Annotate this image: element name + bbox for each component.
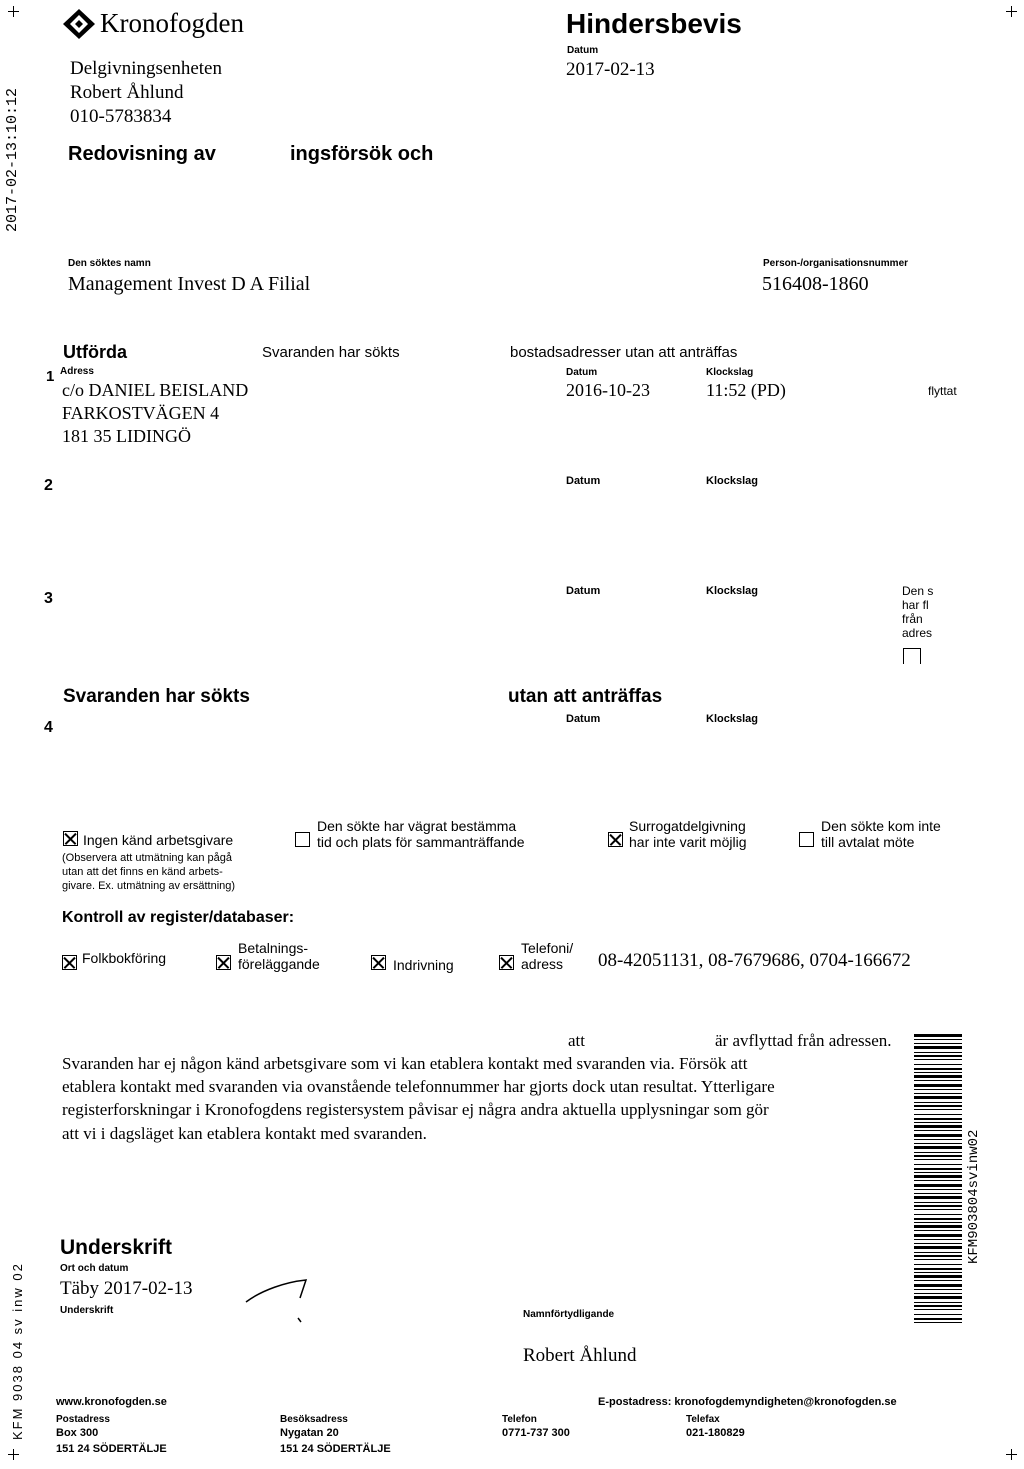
- row1-time-label: Klockslag: [706, 367, 754, 378]
- orgnr-label: Person-/organisationsnummer: [763, 258, 909, 269]
- margin-scan-code: 2017-02-13:10:12: [4, 87, 21, 232]
- barcode-bar: [914, 1193, 962, 1194]
- refused-meeting-checkbox[interactable]: [295, 832, 310, 847]
- telefoni-label-1: Telefoni/: [521, 940, 574, 956]
- remarks-word-1: att: [568, 1031, 585, 1050]
- row3-number: 3: [44, 590, 53, 607]
- telefoni-label-2: adress: [521, 956, 564, 972]
- barcode-bar: [914, 1202, 962, 1203]
- row3-note-1: Den s: [902, 584, 934, 598]
- footer-visit-label: Besöksadress: [280, 1414, 348, 1425]
- row1-address-line1: c/o DANIEL BEISLAND: [62, 380, 249, 400]
- clarified-name: Robert Åhlund: [523, 1345, 637, 1366]
- footer-postal-1: Box 300: [56, 1427, 99, 1439]
- barcode-bar: [914, 1289, 962, 1290]
- barcode-bar: [914, 1230, 962, 1231]
- barcode-bar: [914, 1180, 962, 1181]
- barcode-bar: [914, 1052, 962, 1053]
- barcode-bar: [914, 1152, 962, 1153]
- contact-phone: 010-5783834: [70, 106, 172, 127]
- barcode-bar: [914, 1089, 962, 1090]
- barcode-bar: [914, 1222, 962, 1223]
- row2-number: 2: [44, 477, 53, 494]
- barcode-bar: [914, 1105, 962, 1107]
- barcode-bar: [914, 1172, 962, 1173]
- barcode-bar: [914, 1039, 962, 1040]
- barcode-bar: [914, 1143, 962, 1144]
- signature-heading: Underskrift: [60, 1236, 173, 1259]
- barcode-bar: [914, 1189, 962, 1190]
- remarks-line-2: Svaranden har ej någon känd arbetsgivare som vi kan etablera kontakt med svaranden via. Försök att: [62, 1054, 748, 1073]
- remarks-line-3: etablera kontakt med svaranden via ovanstående telefonnummer har gjorts dock utan resultat. Ytterligare: [62, 1077, 775, 1096]
- remarks-line-5: att vi i dagsläget kan etablera kontakt med svaranden.: [62, 1124, 427, 1143]
- barcode-bar: [914, 1268, 962, 1270]
- phone-numbers: 08-42051131, 08-7679686, 0704-166672: [598, 950, 911, 971]
- subtitle-part-1: Redovisning av: [68, 143, 216, 165]
- barcode-bar: [914, 1072, 962, 1073]
- betalningsforelaggande-label-2: föreläggande: [238, 956, 320, 972]
- barcode-bar: [914, 1259, 962, 1260]
- kronofogden-logo-icon: [62, 8, 96, 40]
- barcode-bar: [914, 1252, 962, 1253]
- barcode-bar: [914, 1264, 962, 1265]
- barcode-bar: [914, 1280, 962, 1281]
- barcode-bar: [914, 1034, 962, 1037]
- refused-meeting-label-1: Den sökte har vägrat bestämma: [317, 818, 517, 834]
- footer-tel-label: Telefon: [502, 1414, 537, 1425]
- signature-label: Underskrift: [60, 1305, 114, 1316]
- barcode-bar: [914, 1205, 962, 1207]
- barcode-bar: [914, 1134, 962, 1137]
- barcode-bar: [914, 1209, 962, 1210]
- barcode-bar: [914, 1096, 962, 1099]
- barcode-bar: [914, 1055, 962, 1057]
- barcode-bar: [914, 1159, 962, 1160]
- missed-meeting-label-2: till avtalat möte: [821, 834, 915, 850]
- name-clarification-label: Namnförtydligande: [523, 1309, 615, 1320]
- barcode-bar: [914, 1305, 962, 1307]
- crop-mark-bottom-left: [8, 1449, 19, 1460]
- barcode-bar: [914, 1272, 962, 1273]
- barcode-bar: [914, 1130, 962, 1131]
- missed-meeting-label-1: Den sökte kom inte: [821, 818, 941, 834]
- barcode: [914, 1034, 962, 1326]
- footer-web: www.kronofogden.se: [56, 1396, 167, 1408]
- barcode-bar: [914, 1164, 962, 1165]
- barcode-bar: [914, 1318, 962, 1320]
- section1-heading-b: Svaranden har sökts: [262, 344, 400, 361]
- barcode-bar: [914, 1080, 962, 1081]
- party-orgnr: 516408-1860: [762, 273, 869, 295]
- row3-moved-checkbox[interactable]: [903, 648, 921, 664]
- crop-mark-top-right: [1006, 6, 1017, 17]
- barcode-bar: [914, 1122, 962, 1123]
- barcode-bar: [914, 1218, 962, 1220]
- barcode-bar: [914, 1093, 962, 1094]
- betalningsforelaggande-label-1: Betalnings-: [238, 940, 309, 956]
- indrivning-label: Indrivning: [393, 957, 454, 973]
- row3-note-2: har fl: [902, 598, 929, 612]
- footer-postal-2: 151 24 SÖDERTÄLJE: [56, 1443, 167, 1455]
- barcode-bar: [914, 1114, 962, 1115]
- barcode-bar: [914, 1059, 962, 1060]
- contact-person: Robert Åhlund: [70, 82, 184, 103]
- barcode-bar: [914, 1234, 962, 1237]
- row4-time-label: Klockslag: [706, 713, 758, 725]
- barcode-bar: [914, 1109, 962, 1110]
- barcode-bar: [914, 1175, 962, 1178]
- row1-date: 2016-10-23: [566, 380, 650, 400]
- barcode-bar: [914, 1118, 962, 1120]
- barcode-bar: [914, 1322, 962, 1323]
- telefoni-checkbox[interactable]: [499, 955, 514, 970]
- section1-heading-c: bostadsadresser utan att anträffas: [510, 344, 738, 361]
- barcode-bar: [914, 1293, 962, 1294]
- agency-name: Kronofogden: [100, 8, 244, 38]
- surrogate-label-2: har inte varit möjlig: [629, 834, 747, 850]
- row1-address-label: Adress: [60, 366, 94, 377]
- surrogate-label-1: Surrogatdelgivning: [629, 818, 746, 834]
- row1-address-line2: FARKOSTVÄGEN 4: [62, 403, 220, 423]
- section1-heading-a: Utförda: [63, 342, 127, 362]
- barcode-bar: [914, 1102, 962, 1103]
- barcode-bar: [914, 1225, 962, 1228]
- handwritten-signature: [240, 1278, 320, 1326]
- row3-date-label: Datum: [566, 585, 601, 597]
- no-employer-note-1: (Observera att utmätning kan pågå: [62, 852, 232, 864]
- barcode-bar: [914, 1314, 962, 1315]
- row1-address-line3: 181 35 LIDINGÖ: [62, 426, 191, 446]
- barcode-bar: [914, 1155, 962, 1157]
- party-name: Management Invest D A Filial: [68, 273, 311, 295]
- barcode-bar: [914, 1214, 962, 1215]
- row4-number: 4: [44, 719, 53, 736]
- crop-mark-top-left: [8, 6, 19, 17]
- footer-fax: 021-180829: [686, 1427, 745, 1439]
- barcode-bar: [914, 1255, 962, 1257]
- footer-postal-label: Postadress: [56, 1414, 110, 1425]
- row3-note-3: från: [902, 612, 923, 626]
- footer-visit-1: Nygatan 20: [280, 1427, 339, 1439]
- barcode-bar: [914, 1275, 962, 1278]
- barcode-bar: [914, 1309, 962, 1310]
- folkbokforing-label: Folkbokföring: [82, 950, 167, 966]
- betalningsforelaggande-checkbox[interactable]: [216, 955, 231, 970]
- no-employer-note-3: givare. Ex. utmätning av ersättning): [62, 880, 236, 892]
- name-label: Den söktes namn: [68, 258, 151, 269]
- barcode-bar: [914, 1068, 962, 1070]
- registers-heading: Kontroll av register/databaser:: [62, 909, 295, 926]
- document-title: Hindersbevis: [566, 8, 742, 39]
- row1-note: flyttat: [928, 384, 957, 398]
- barcode-bar: [914, 1239, 962, 1240]
- barcode-bar: [914, 1084, 962, 1087]
- unit-name: Delgivningsenheten: [70, 58, 222, 79]
- surrogate-checkbox[interactable]: [608, 832, 623, 847]
- footer-tel: 0771-737 300: [502, 1427, 570, 1439]
- doc-date-label: Datum: [567, 45, 599, 56]
- barcode-text: KFM903804svinw02: [966, 1129, 982, 1264]
- row3-time-label: Klockslag: [706, 585, 758, 597]
- barcode-bar: [914, 1246, 962, 1249]
- barcode-bar: [914, 1302, 962, 1303]
- barcode-bar: [914, 1296, 962, 1299]
- row1-date-label: Datum: [566, 367, 598, 378]
- row3-note-4: adres: [902, 626, 933, 640]
- form-code: KFM 9038 04 sv inw 02: [10, 1262, 25, 1440]
- row2-time-label: Klockslag: [706, 475, 758, 487]
- barcode-bar: [914, 1146, 962, 1149]
- subtitle-part-2: ingsförsök och: [290, 143, 434, 165]
- folkbokforing-checkbox[interactable]: [62, 955, 77, 970]
- footer-visit-2: 151 24 SÖDERTÄLJE: [280, 1443, 391, 1455]
- barcode-bar: [914, 1196, 962, 1199]
- crop-mark-bottom-right: [1006, 1449, 1017, 1460]
- footer-email: E-postadress: kronofogdemyndigheten@kronofogden.se: [598, 1396, 897, 1408]
- section2-heading-b: utan att anträffas: [508, 686, 663, 707]
- row4-date-label: Datum: [566, 713, 601, 725]
- row1-time: 11:52 (PD): [706, 380, 786, 400]
- doc-date: 2017-02-13: [566, 59, 655, 80]
- row2-date-label: Datum: [566, 475, 601, 487]
- barcode-bar: [914, 1243, 962, 1244]
- barcode-bar: [914, 1284, 962, 1287]
- no-employer-checkbox[interactable]: [63, 831, 78, 846]
- barcode-bar: [914, 1125, 962, 1128]
- barcode-bar: [914, 1168, 962, 1170]
- barcode-bar: [914, 1043, 962, 1044]
- no-employer-label: Ingen känd arbetsgivare: [83, 832, 234, 848]
- row1-number: 1: [46, 368, 55, 385]
- barcode-bar: [914, 1046, 962, 1049]
- indrivning-checkbox[interactable]: [371, 955, 386, 970]
- no-employer-note-2: utan att det finns en känd arbets-: [62, 866, 223, 878]
- place-date-label: Ort och datum: [60, 1263, 129, 1274]
- barcode-bar: [914, 1184, 962, 1187]
- remarks-word-2: är avflyttad från adressen.: [715, 1031, 892, 1050]
- barcode-bar: [914, 1075, 962, 1078]
- place-date: Täby 2017-02-13: [60, 1278, 193, 1299]
- section2-heading-a: Svaranden har sökts: [63, 686, 250, 707]
- remarks-line-4: registerforskningar i Kronofogdens registersystem påvisar ej några andra aktuella upplysningar som gör: [62, 1100, 769, 1119]
- missed-meeting-checkbox[interactable]: [799, 832, 814, 847]
- refused-meeting-label-2: tid och plats för sammanträffande: [317, 834, 525, 850]
- footer-fax-label: Telefax: [686, 1414, 720, 1425]
- barcode-bar: [914, 1064, 962, 1065]
- barcode-bar: [914, 1139, 962, 1140]
